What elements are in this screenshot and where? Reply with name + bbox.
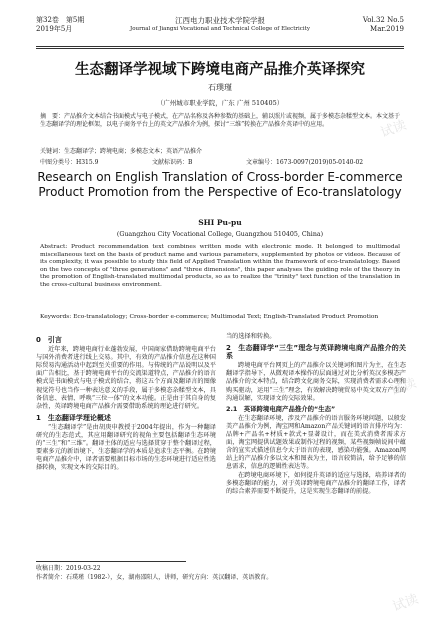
body-paragraph: 当的选择和转换。 — [226, 333, 276, 340]
watermark: 试读 — [388, 375, 419, 399]
subsection-heading: 2.1 英译跨境电商产品推介的“生态” — [226, 404, 336, 413]
journal-name: 江西电力职业技术学院学报 Journal of Jiangxi Vocational and Technical College of Electricity — [130, 16, 310, 32]
keywords-cn: 关键词：生态翻译学；跨境电商；多模态文本；英语产品推介 — [40, 148, 203, 155]
header-rule-thin — [36, 48, 404, 49]
body-paragraph: 跨境电商平台网页上的产品推介以关键词和图片为主，在生态翻译学指导下，从微观译本操作的层面通过对比分析英汉多模态产品推介的文本特点，结合跨文化商务交际，实现消费者需求心理和购买驱动，运用“三生”理念，有效解决跨境贸易中英文双方产生的沟通误解，实现译文的交际效果。 — [226, 362, 406, 402]
paper-title-en: Research on English Translation of Cross-border E-commerce Product Promotion from the Perspective of Eco-translatology — [37, 170, 403, 199]
paper-title-cn: 生态翻译学视域下跨境电商产品推介英译探究 — [75, 62, 365, 78]
body-left-column — [36, 333, 216, 473]
body-right-column — [226, 333, 406, 496]
volume-issue-en: Vol.32 No.5 Mar.2019 — [362, 16, 404, 33]
watermark: 试读 — [390, 591, 421, 615]
author-en: SHI Pu-pu — [198, 218, 242, 227]
body-paragraph: 近年来，跨境电商行业蓬勃发展，中国商家借助跨境电商平台与国外消费者进行线上交易。其中，有效的产品推介信息在这种国际贸易沟通活动中起到至关重要的作用。与传统的产品说明以及平面广告相比，基于跨境电商平台的交流渠道特点，产品推介的语言模式是书面模式与电子模式的结合，将这五个方面及翻译言的图像视觉符号也当作一种表达意义的手段，属于多模态杂糅型文本，具备信息、表情、呼唤“三位一体”的文本功能。正是由于其自身的复杂性，英译跨境电商产品推介需要借助系统的理论进行研究。 — [36, 346, 216, 410]
author-cn: 石璞瑾 — [208, 83, 232, 92]
footnote-rule — [36, 561, 186, 562]
author-bio: 作者简介：石璞瑾（1982-），女，湖南邵阳人，讲师，研究方向：英汉翻译、英语教育。 — [36, 574, 273, 581]
abstract-cn: 摘 要：产品推介文本结合书面模式与电子模式，在产品名称及各种参数的基础上，辅以照片或视频，属于多模态杂糅型文本。本文基于生态翻译学的理论框架，以电子商务平台上的英文产品推介为例，探讨“三维”转换在产品推介英译中的应用。 — [40, 113, 401, 129]
clc-number: 中图分类号：H315.9 — [40, 159, 99, 166]
watermark: 试读 — [378, 117, 409, 141]
body-paragraph: 在生态翻译环境，涉及产品推介的语言服务环境问题，以般发美产品推介为例，淘宝网和Amazon产品关键词的语言排序均为：品牌+产品名+材质+款式+显著设计，而在美式消费者需求方面，淘宝网提供试题效果或制作过程的视频，某些视频帧说间中蕴含的宣实式描述信息令大于语言的表现，感染功能强。Amazon网站上的产品推介多以文本和图表为主，语言较简洁，给予足够的信息需求，信息的逻辑性表达等。 — [226, 414, 406, 471]
section-heading: 1 生态翻译学理论概述 — [36, 413, 111, 422]
received-date: 收稿日期：2019-03-22 — [36, 565, 101, 572]
abstract-en: Abstract: Product recommendation text combines written mode with electronic mode. It belonged to multimodal miscellaneous text on the basis of product name and various parameters, supplemented by photos or videos. Because of its complexity, it was possible to study this field of Applied Translation within the framework of eco-translatology. Based on the two concepts of "three generations" and "three dimensions", this paper analyses the guiding role of the theory in the promotion of English-translated multimodal products, so as to realize the "trinity" text function of the translation in the cross-cultural business environment. — [40, 244, 400, 288]
affiliation-cn: （广州城市职业学院，广东 广州 510405） — [156, 99, 284, 107]
header-rule — [36, 46, 404, 47]
running-header — [36, 14, 404, 48]
section-heading: 2 生态翻译学“三生”理念与英译跨境电商产品推介的关系 — [226, 344, 406, 361]
affiliation-en: (Guangzhou City Vocational College, Guangzhou 510405, China) — [116, 231, 324, 238]
section-heading: 0 引言 — [36, 336, 62, 344]
document-code: 文献标识码：B — [152, 159, 193, 166]
classification-row — [40, 157, 400, 166]
keywords-en: Keywords: Eco-translatology; Cross-border e-commerce; Multimodal Text; English-Translated Product Promotion — [40, 314, 379, 320]
volume-issue: 第32卷 第5期 2019年5月 — [36, 16, 85, 33]
article-number: 文章编号：1673-0097(2019)05-0140-02 — [246, 159, 364, 166]
body-paragraph: 在跨境电商环境下，如何提升英译的适应与选择，培养译者的多模态翻译的能力，对于英译跨境电商产品推介的翻译工作，译者的综合素养需要不断提升，这是实现生态翻译的前提。 — [226, 471, 406, 495]
body-paragraph: “生态翻译学”是由胡庚申教授于2004年提出，作为一种翻译研究的生态范式，其应用翻译研究的视角主要包括翻译生态环境的“三生”和“三维”。翻译主体的适应与选择贯穿于整个翻译过程，要素多元的新语境下，生态翻译学的本质是追求生态平衡。在跨境电商产品推介中，译者需要根据目标市场的生态环境进行适应性选择转换，实现文本的交际目的。 — [36, 423, 216, 472]
